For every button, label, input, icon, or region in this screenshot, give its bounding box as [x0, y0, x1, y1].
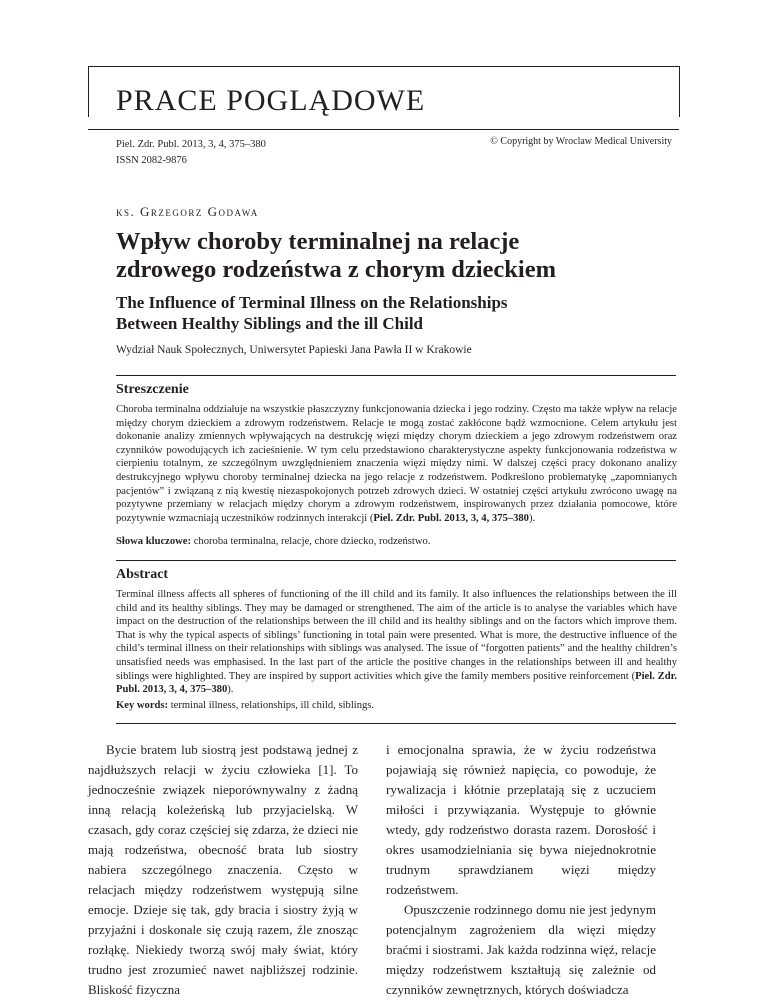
divider: [116, 723, 676, 724]
divider: [116, 560, 676, 561]
streszczenie-text: Choroba terminalna oddziałuje na wszystkie płaszczyzny funkcjonowania dziecka i jego rodziny. Często ma także wpływ na relacje między chorym dzieckiem a zdrowym rodzeństwem. Relacje te mogą zostać zakłócone bądź wzmocnione. Celem artykułu jest dokonanie analizy zmiennych wpływających na destrukcję więzi między chorym dzieckiem a jego zdrowym rodzeństwem oraz czynników powodujących ich zacieśnienie. W tym celu przedstawiono charakterystyczne aspekty funkcjonowania rodzeństwa w cierpieniu totalnym, ze szczególnym uwzględnieniem znaczenia więzi między nimi. W dalszej części pracy dokonano analizy destrukcyjnego wpływu choroby terminalnej dziecka na jego relacje z rodzeństwem. Podkreślono problematykę „zapomnianych pacjentów” i związaną z nią kwestię niezaspokojonych potrzeb zdrowych dzieci. W ostatniej części artykułu zwrócono uwagę na pozytywne przemiany w relacjach między chorym a zdrowym rodzeństwem, inspirowanych przez działania pomocowe, które pozytywnie wzmacniają uczestników rodzinnych interakcji (: [116, 404, 677, 524]
abstract-text: Terminal illness affects all spheres of functioning of the ill child and its family. It also influences the relationships between the ill child and its healthy siblings. They may be damaged or strengthened. The aim of the article is to analyse the variables which have impact on the destruction of the relationships between the ill child and its healthy siblings and on the factors which improve them. That is why the typical aspects of siblings’ functioning in total pain were presented. What is more, the destructive influence of the child’s terminal illness on their relationships with siblings was analysed. The issue of “forgotten patients” and the healthy children’s unsatisfied needs was emphasised. In the last part of the article the positive changes in the relationships between ill and healthy siblings were highlighted. They are inspired by support activities which give the family members positive reinforcement (: [116, 589, 677, 682]
abstract-body: [116, 588, 677, 697]
header-divider: [88, 129, 679, 130]
body-right-column: [386, 740, 656, 1000]
abstract-citation: Piel. Zdr. Publ. 2013, 3, 4, 375–380: [116, 670, 677, 696]
author-name: ks. Grzegorz Godawa: [116, 204, 259, 219]
divider: [116, 375, 676, 376]
title-english: [116, 292, 676, 334]
abstract-tail: ).: [227, 684, 234, 696]
streszczenie-tail: ).: [528, 512, 536, 524]
keywords-en-text: terminal illness, relationships, ill child, siblings.: [168, 700, 375, 711]
streszczenie-heading: Streszczenie: [116, 382, 189, 397]
keywords-pl: [116, 536, 430, 547]
body-paragraph: Bycie bratem lub siostrą jest podstawą jednej z najdłuższych relacji w życiu człowieka [1]. To jednocześnie związek nieporównywalny z żadną inną relacją koleżeńską lub przyjacielską. W czasach, gdy coraz częściej się zdarza, że dzieci nie mają rodzeństwa, obecność brata lub siostry nabiera szczególnego znaczenia. Często w relacjach między rodzeństwem występują silne emocje. Dzieje się tak, gdy bracia i siostry żyją w przyjaźni i doskonale się czują razem, źle znosząc rozłąkę. Niekiedy tworzą swój mały świat, który trudno jest zrozumieć nawet najbliższej rodzinie. Bliskość fizyczna: [88, 742, 358, 997]
keywords-pl-label: Słowa kluczowe:: [116, 536, 192, 547]
keywords-en: [116, 700, 374, 711]
title-polish: [116, 228, 676, 284]
title-english-line: Between Healthy Siblings and the ill Child: [116, 314, 423, 333]
body-paragraph: Opuszczenie rodzinnego domu nie jest jedynym potencjalnym zagrożeniem dla więzi między braćmi i siostrami. Jak każda rodzinna więź, relacje między rodzeństwem kształtują się zależnie od czynników zewnętrznych, których doświadcza: [386, 902, 656, 997]
section-title: PRACE POGLĄDOWE: [116, 84, 426, 117]
title-polish-line: zdrowego rodzeństwa z chorym dzieckiem: [116, 256, 556, 283]
citation-line: Piel. Zdr. Publ. 2013, 3, 4, 375–380: [116, 139, 266, 150]
affiliation: Wydział Nauk Społecznych, Uniwersytet Papieski Jana Pawła II w Krakowie: [116, 344, 472, 356]
issn-line: ISSN 2082-9876: [116, 155, 187, 166]
keywords-en-label: Key words:: [116, 700, 169, 711]
journal-citation: [116, 137, 266, 169]
abstract-heading: Abstract: [116, 567, 169, 582]
body-left-column: [88, 740, 358, 1000]
title-polish-line: Wpływ choroby terminalnej na relacje: [116, 228, 520, 255]
body-paragraph: i emocjonalna sprawia, że w życiu rodzeństwa pojawiają się również napięcia, co powoduje, że rywalizacja i kłótnie przeplatają się z uczuciem miłości i przywiązania. Występuje to głównie wtedy, gdy rodzeństwo dorasta razem. Dorosłość i okres usamodzielniania się bywa niejednokrotnie trudnym sprawdzianem więzi między rodzeństwem.: [386, 742, 656, 897]
streszczenie-citation: Piel. Zdr. Publ. 2013, 3, 4, 375–380: [373, 512, 529, 524]
copyright-notice: © Copyright by Wroclaw Medical University: [490, 136, 672, 147]
keywords-pl-text: choroba terminalna, relacje, chore dziecko, rodzeństwo.: [191, 536, 431, 547]
title-english-line: The Influence of Terminal Illness on the Relationships: [116, 293, 508, 312]
streszczenie-body: [116, 403, 677, 525]
